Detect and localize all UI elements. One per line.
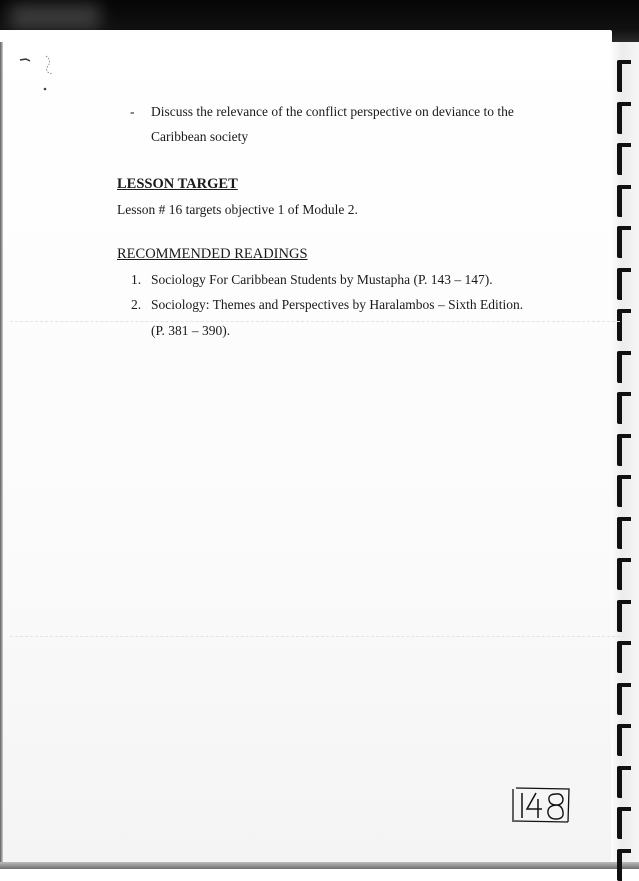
- bullet-text-line2: Caribbean society: [151, 129, 249, 144]
- binding-ring: [617, 683, 631, 715]
- scan-smudge: [10, 4, 100, 30]
- binding-ring: [617, 434, 631, 466]
- binding-ring: [617, 102, 631, 134]
- reading-1-number: 1.: [131, 272, 142, 287]
- recommended-readings-heading: RECOMMENDED READINGS: [117, 246, 308, 262]
- scan-artifact-line: [10, 321, 620, 322]
- stray-ink-marks: [18, 52, 78, 92]
- binding-ring: [617, 558, 631, 590]
- binding-ring: [617, 766, 631, 798]
- binding-ring: [617, 641, 631, 673]
- bullet-marker: -: [130, 104, 135, 119]
- handwritten-page-number: [511, 785, 571, 825]
- binding-ring: [617, 517, 631, 549]
- binding-ring: [617, 309, 631, 341]
- binding-ring: [617, 475, 631, 507]
- reading-1-text: Sociology For Caribbean Students by Mustapha (P. 143 – 147).: [151, 272, 493, 287]
- reading-2-number: 2.: [131, 297, 142, 312]
- binding-ring: [617, 143, 631, 175]
- binding-ring: [617, 226, 631, 258]
- lesson-target-heading: LESSON TARGET: [117, 176, 238, 192]
- binding-ring: [617, 724, 631, 756]
- binding-ring: [617, 60, 631, 92]
- binding-ring: [617, 351, 631, 383]
- binding-ring: [617, 600, 631, 632]
- spiral-binding: [611, 42, 639, 862]
- lesson-target-text: Lesson # 16 targets objective 1 of Module 2.: [117, 202, 358, 217]
- document-page: [0, 30, 612, 866]
- bullet-text-line1: Discuss the relevance of the conflict perspective on deviance to the: [151, 104, 514, 119]
- binding-ring: [617, 268, 631, 300]
- binding-ring: [617, 392, 631, 424]
- binding-ring: [617, 185, 631, 217]
- binding-ring: [617, 807, 631, 839]
- reading-2-continuation: (P. 381 – 390).: [151, 323, 231, 338]
- scan-artifact-line: [10, 636, 620, 637]
- page-bottom-edge: [0, 862, 639, 869]
- page-left-edge: [0, 42, 3, 862]
- binding-ring: [617, 849, 631, 881]
- reading-2-text: Sociology: Themes and Perspectives by Haralambos – Sixth Edition.: [151, 297, 524, 312]
